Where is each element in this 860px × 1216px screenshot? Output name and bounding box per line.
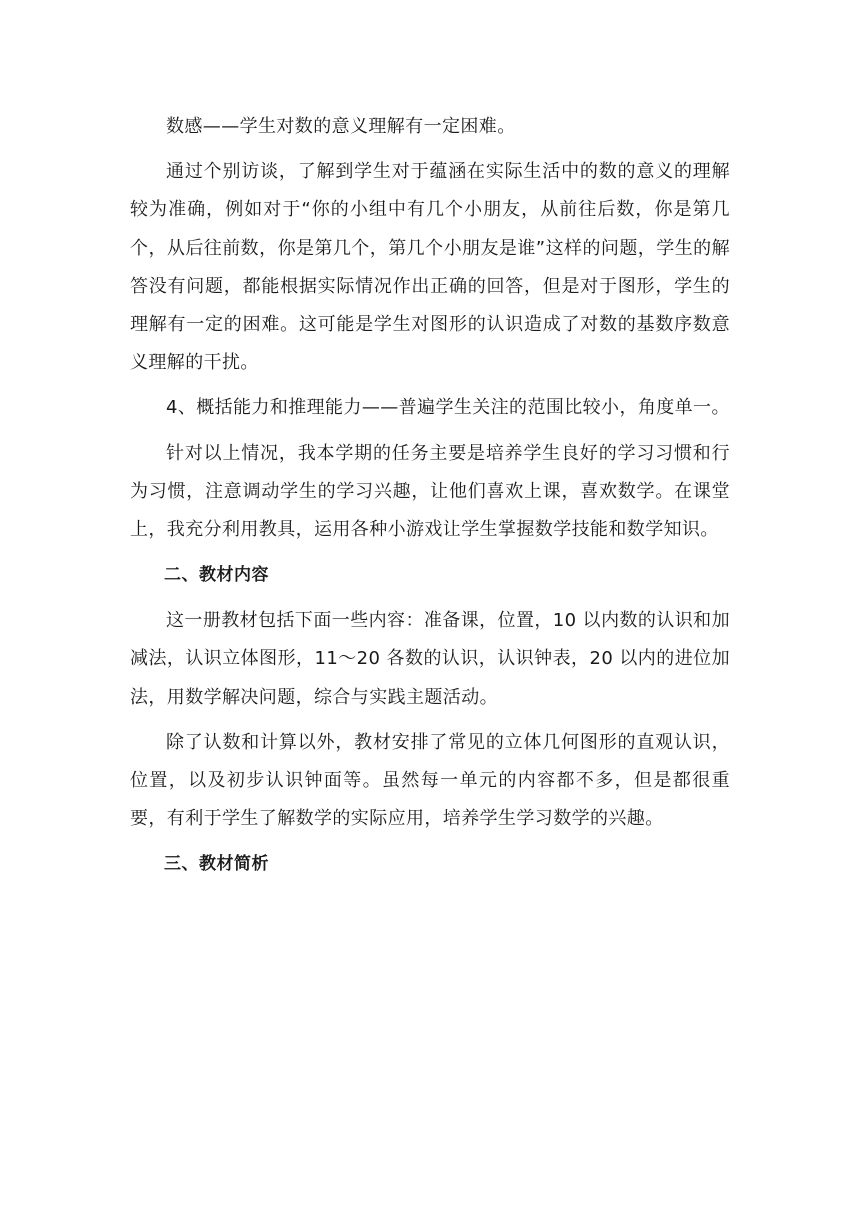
paragraph-reasoning-ability: 4、概括能力和推理能力——普遍学生关注的范围比较小，角度单一。 [166, 397, 730, 419]
paragraph-textbook-units: 这一册教材包括下面一些内容：准备课，位置，10 以内数的认识和加减法，认识立体图形，11～20 各数的认识，认识钟表，20 以内的进位加法，用数学解决问题，综合与实践主题活动。 [130, 610, 730, 708]
paragraph-interview-findings: 通过个别访谈，了解到学生对于蕴涵在实际生活中的数的意义的理解较为准确，例如对于“你的小组中有几个小朋友，从前往后数，你是第几个，从后往前数，你是第几个，第几个小朋友是谁”这样的问题，学生的解答没有问题，都能根据实际情况作出正确的回答，但是对于图形，学生的理解有一定的困难。这可能是学生对图形的认识造成了对数的基数序数意义理解的干扰。 [130, 161, 730, 374]
paragraph-semester-tasks: 针对以上情况，我本学期的任务主要是培养学生良好的学习习惯和行为习惯，注意调动学生的学习兴趣，让他们喜欢上课，喜欢数学。在课堂上，我充分利用教具，运用各种小游戏让学生掌握数学技能和数学知识。 [130, 442, 730, 541]
paragraph-number-sense: 数感——学生对数的意义理解有一定困难。 [166, 116, 516, 137]
section-heading-textbook-content: 二、教材内容 [164, 565, 269, 586]
document-body [130, 108, 730, 891]
paragraph-textbook-arrangement: 除了认数和计算以外，教材安排了常见的立体几何图形的直观认识，位置，以及初步认识钟面等。虽然每一单元的内容都不多，但是都很重要，有利于学生了解数学的实际应用，培养学生学习数学的兴趣。 [130, 731, 730, 830]
section-heading-textbook-analysis: 三、教材简析 [164, 854, 269, 875]
